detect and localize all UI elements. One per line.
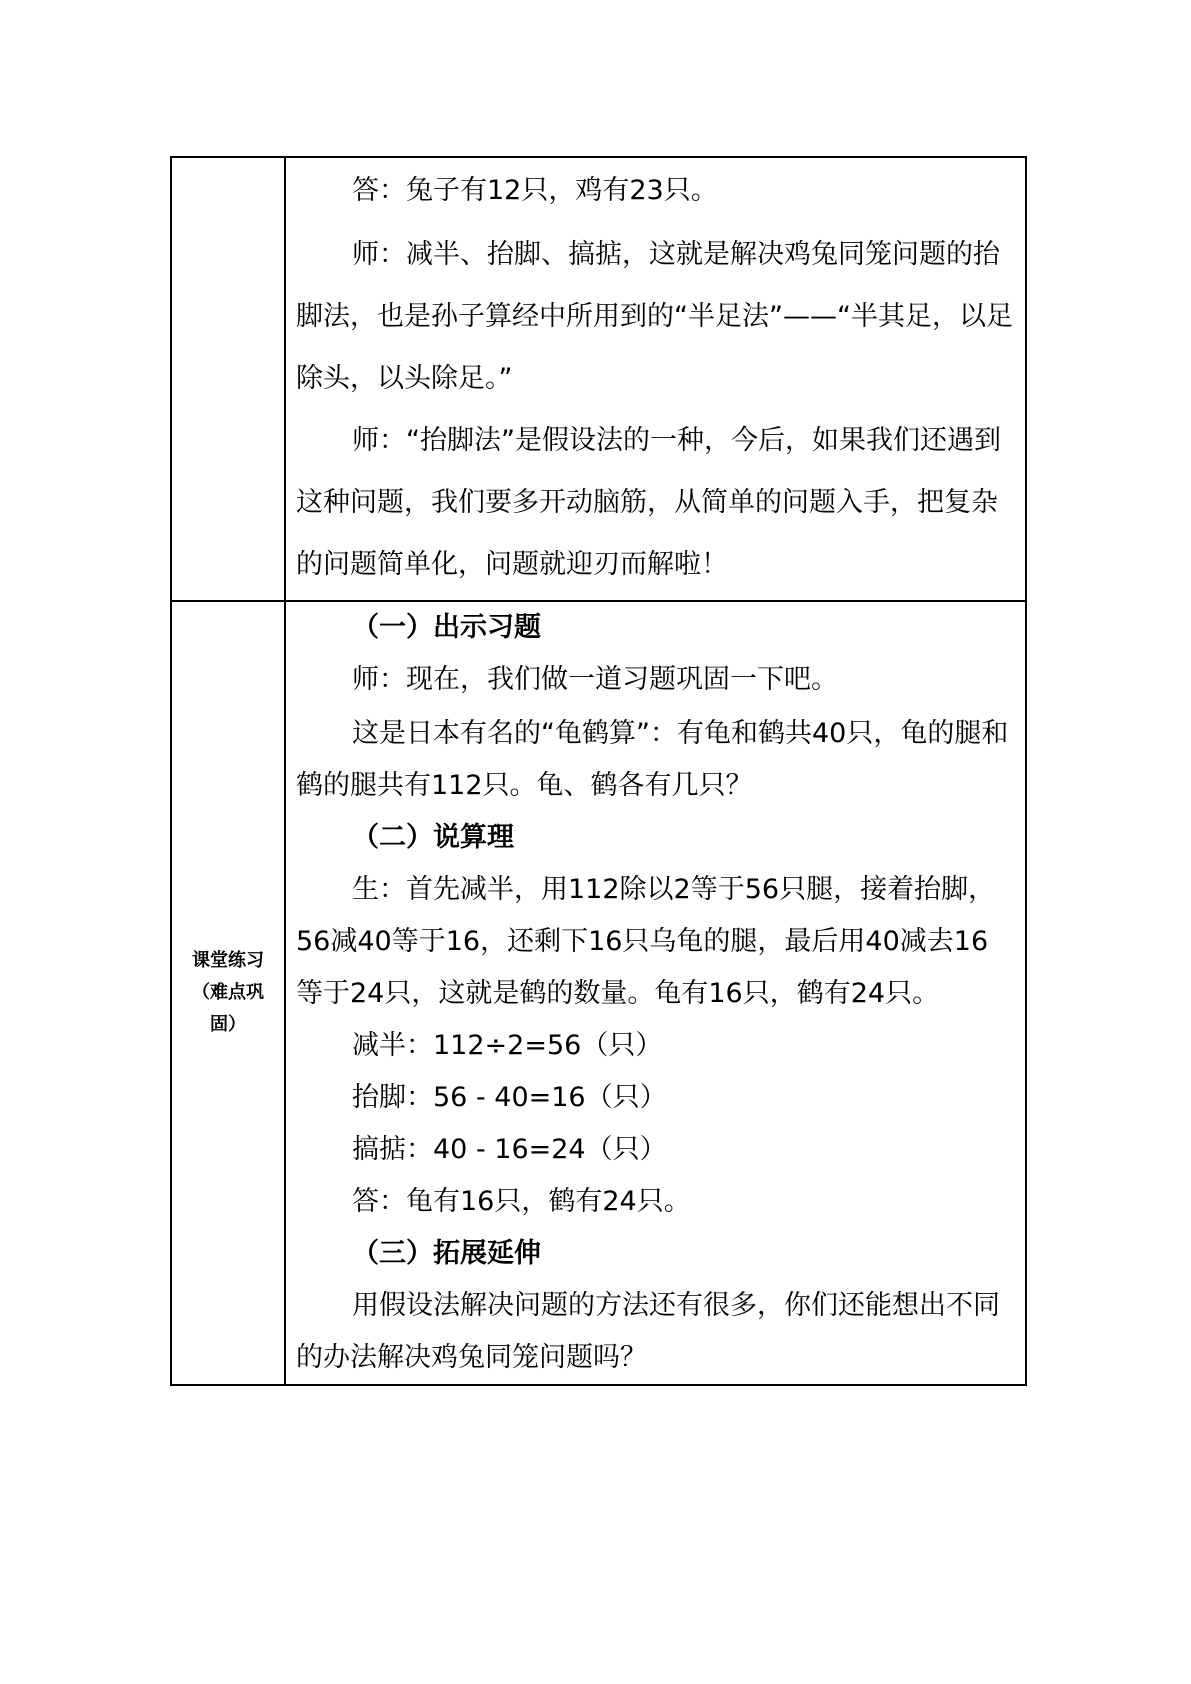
extension-paragraph: 用假设法解决问题的方法还有很多，你们还能想出不同的办法解决鸡兔同笼问题吗？ [296, 1290, 1000, 1373]
row-content [285, 601, 1026, 1385]
calculation-line: 抬脚：56 - 40=16（只） [352, 1082, 667, 1113]
lesson-plan-table [170, 156, 1027, 1386]
row-label-line: 课堂练习 [192, 950, 264, 971]
row-label-line: 固） [210, 1014, 246, 1035]
teacher-paragraph: 师：现在，我们做一道习题巩固一下吧。 [352, 664, 838, 695]
student-paragraph: 生：首先减半，用112除以2等于56只腿，接着抬脚， 56减40等于16，还剩下16只乌龟的腿，最后用40减去16等于24只，这就是鹤的数量。龟有16只，鹤有24只。 [296, 874, 996, 1009]
section-heading: （三）拓展延伸 [352, 1238, 541, 1269]
calculation-line: 减半：112÷2=56（只） [352, 1030, 663, 1061]
table-row [171, 157, 1026, 601]
answer-paragraph: 答：龟有16只，鹤有24只。 [352, 1186, 691, 1217]
calculation-line: 搞掂：40 - 16=24（只） [352, 1134, 667, 1165]
row-label-empty [171, 157, 285, 601]
row-label [171, 601, 285, 1385]
section-heading: （二）说算理 [352, 822, 514, 853]
teacher-paragraph: 师：“抬脚法”是假设法的一种，今后，如果我们还遇到这种问题，我们要多开动脑筋，从简单的问题入手，把复杂的问题简单化，问题就迎刃而解啦！ [296, 425, 1001, 580]
problem-paragraph: 这是日本有名的“龟鹤算”：有龟和鹤共40只，龟的腿和鹤的腿共有112只。龟、鹤各有几只？ [296, 718, 1009, 801]
table-row [171, 601, 1026, 1385]
teacher-paragraph: 师：减半、抬脚、搞掂，这就是解决鸡兔同笼问题的抬脚法，也是孙子算经中所用到的“半足法”——“半其足，以足除头，以头除足。” [296, 239, 1013, 394]
row-label-line: （难点巩 [192, 982, 264, 1003]
section-heading: （一）出示习题 [352, 612, 541, 643]
answer-paragraph: 答：兔子有12只，鸡有23只。 [352, 175, 718, 206]
row-content [285, 157, 1026, 601]
